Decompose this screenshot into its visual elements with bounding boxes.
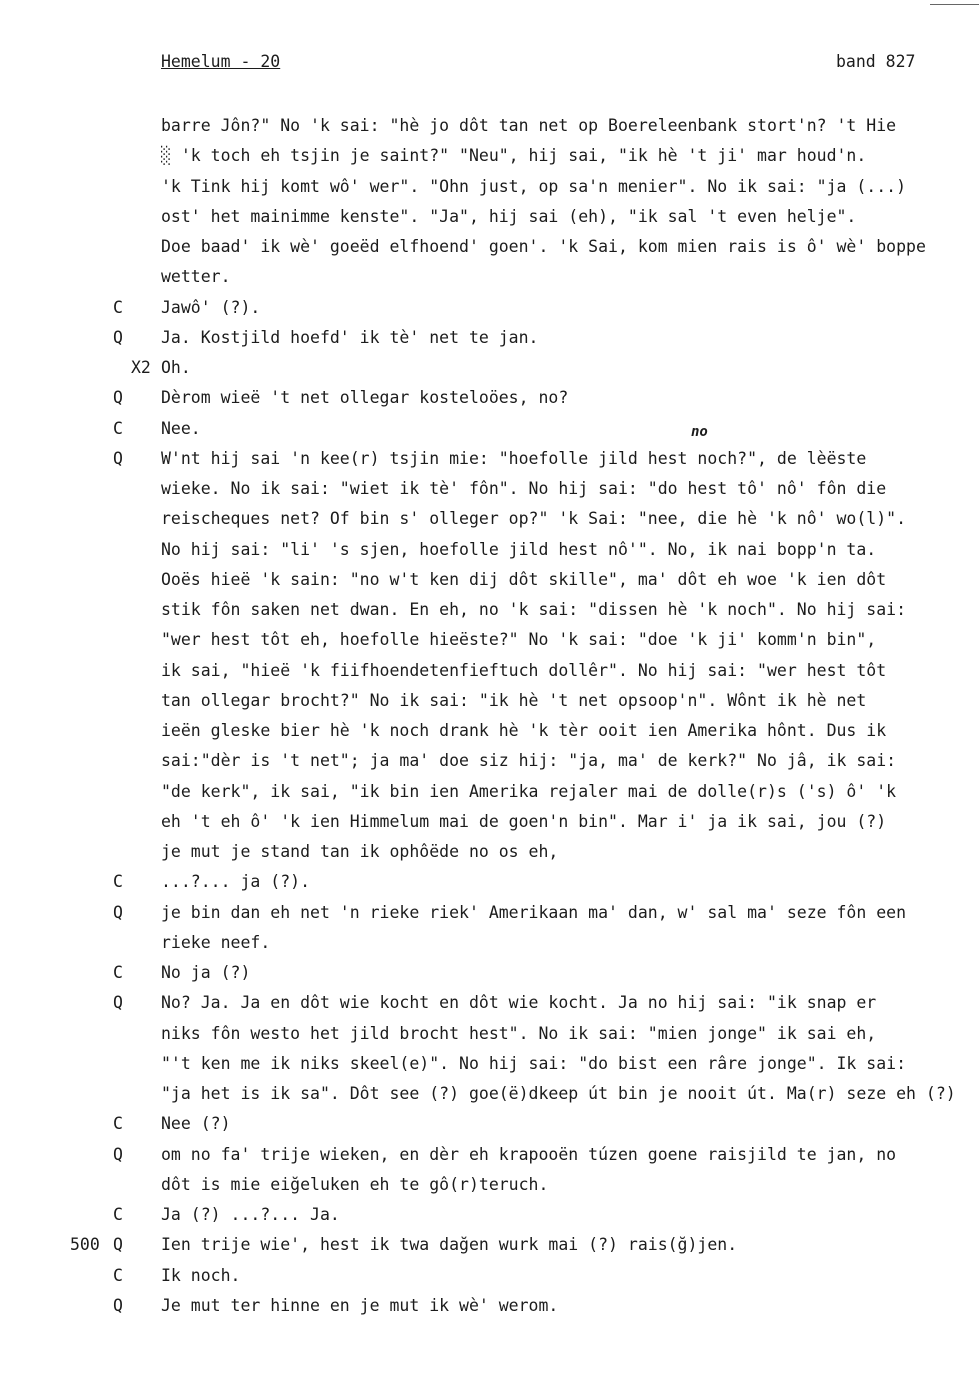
speaker-label: Q	[113, 1144, 123, 1164]
line-text: ░ 'k toch eh tsjin je saint?" "Neu", hij sai, "ik hè 't ji' mar houd'n.	[161, 146, 867, 166]
transcript-line	[0, 205, 979, 229]
line-text: ...?... ja (?).	[161, 872, 311, 892]
transcript-line	[0, 175, 979, 199]
line-text: tan ollegar brocht?" No ik sai: "ik hè 't net opsoop'n". Wônt ik hè net	[161, 690, 867, 710]
line-text: No hij sai: "li' 's sjen, hoefolle jild hest nô'". No, ik nai bopp'n ta.	[161, 539, 877, 559]
transcript-line	[0, 507, 979, 531]
speaker-label: C	[113, 297, 123, 317]
line-text: Ja. Kostjild hoefd' ik tè' net te jan.	[161, 327, 539, 347]
line-text: Ja (?) ...?... Ja.	[161, 1205, 340, 1224]
line-text: Nee.	[161, 418, 201, 438]
speaker-label: Q	[113, 1235, 123, 1255]
line-text: barre Jôn?" No 'k sai: "hè jo dôt tan net op Boereleenbank stort'n? 't Hie	[161, 116, 897, 135]
transcript-line	[0, 1082, 979, 1106]
line-text: wieke. No ik sai: "wiet ik tè' fôn". No hij sai: "do hest tô' nô' fôn die	[161, 479, 887, 498]
line-text: "de kerk", ik sai, "ik bin ien Amerika rejaler mai de dolle(r)s ('s) ô' 'k	[161, 781, 897, 801]
line-text: rieke neef.	[161, 932, 271, 952]
transcript-line	[0, 1022, 979, 1046]
transcript-line	[0, 991, 979, 1015]
page-title: Hemelum - 20	[161, 52, 281, 71]
line-text: om no fa' trije wieken, en dèr eh krapooën túzen goene raisjild te jan, no	[161, 1144, 897, 1164]
transcript-line	[0, 265, 979, 289]
transcript-line	[0, 1294, 979, 1318]
transcript-line	[0, 840, 979, 864]
transcript-line	[0, 901, 979, 925]
line-text: Ooës hieë 'k sain: "no w't ken dij dôt skille", ma' dôt eh woe 'k ien dôt	[161, 569, 887, 589]
transcript-line	[0, 931, 979, 955]
line-text: ost' het mainimme kenste". "Ja", hij sai (eh), "ik sal 't even helje".	[161, 206, 857, 226]
line-text: 'k Tink hij komt wô' wer". "Ohn just, op sa'n menier". No ik sai: "ja (...)	[161, 176, 907, 196]
speaker-label: Q	[113, 993, 123, 1013]
speaker-label: Q	[113, 1295, 123, 1315]
transcript-line	[0, 810, 979, 834]
speaker-label: Q	[113, 448, 123, 468]
transcript-line	[0, 1173, 979, 1197]
line-text: niks fôn westo het jild brocht hest". No ik sai: "mien jonge" ik sai eh,	[161, 1023, 877, 1043]
transcript-line	[0, 568, 979, 592]
transcript-line	[0, 598, 979, 622]
speaker-label: C	[113, 872, 123, 892]
line-text: Nee (?)	[161, 1114, 231, 1134]
line-text: dôt is mie eiğeluken eh te gô(r)teruch.	[161, 1174, 549, 1194]
transcript-line	[0, 326, 979, 350]
line-text: je mut je stand tan ik ophôëde no os eh,	[161, 842, 559, 861]
line-text: No ja (?)	[161, 963, 251, 982]
transcript-line	[0, 296, 979, 320]
transcript-line	[0, 780, 979, 804]
line-text: Doe baad' ik wè' goeëd elfhoend' goen'. 'k Sai, kom mien rais is ô' wè' boppe	[161, 237, 926, 256]
transcript-line	[0, 719, 979, 743]
transcript-line	[0, 870, 979, 894]
line-text: sai:"dèr is 't net"; ja ma' doe siz hij: "ja, ma' de kerk?" No jâ, ik sai:	[161, 751, 897, 771]
line-text: Dèrom wieë 't net ollegar kosteloöes, no?	[161, 388, 569, 408]
transcript-line	[0, 114, 979, 138]
line-text: W'nt hij sai 'n kee(r) tsjin mie: "hoefolle jild hest noch?", de lèëste	[161, 448, 867, 468]
line-text: reischeques net? Of bin s' olleger op?" 'k Sai: "nee, die hè 'k nô' wo(l)".	[161, 509, 907, 529]
transcript-line	[0, 1143, 979, 1167]
speaker-label: C	[113, 1205, 123, 1224]
line-text: eh 't eh ô' 'k ien Himmelum mai de goen'n bin". Mar i' ja ik sai, jou (?)	[161, 811, 887, 831]
transcript-line	[0, 417, 979, 441]
line-text: "ja het is ik sa". Dôt see (?) goe(ë)dkeep út bin je nooit út. Ma(r) seze eh (?)	[161, 1084, 956, 1103]
transcript-line	[0, 1264, 979, 1288]
line-text: "'t ken me ik niks skeel(e)". No hij sai: "do bist een râre jonge". Ik sai:	[161, 1053, 907, 1073]
line-text: je bin dan eh net 'n rieke riek' Amerikaan ma' dan, w' sal ma' seze fôn een	[161, 902, 907, 922]
transcript-line	[0, 144, 979, 168]
band-label: band 827	[836, 52, 916, 71]
line-text: stik fôn saken net dwan. En eh, no 'k sai: "dissen hè 'k noch". No hij sai:	[161, 600, 907, 619]
transcript-line	[0, 356, 979, 380]
speaker-label: Q	[113, 388, 123, 408]
transcript-line	[0, 749, 979, 773]
speaker-label: C	[113, 1265, 123, 1285]
transcript-line	[0, 386, 979, 410]
transcript-line	[0, 1203, 979, 1227]
transcript-line	[0, 1052, 979, 1076]
transcript-line	[0, 1233, 979, 1257]
speaker-label: C	[113, 418, 123, 438]
transcript-line	[0, 1112, 979, 1136]
line-number: 500	[70, 1235, 100, 1255]
line-text: wetter.	[161, 267, 231, 287]
speaker-label: Q	[113, 902, 123, 922]
transcript-line	[0, 689, 979, 713]
line-text: Je mut ter hinne en je mut ik wè' werom.	[161, 1295, 559, 1315]
line-text: ieën gleske bier hè 'k noch drank hè 'k tèr ooit ien Amerika hônt. Dus ik	[161, 721, 887, 740]
transcript-line	[0, 235, 979, 259]
line-text: ik sai, "hieë 'k fiifhoendetenfieftuch dollêr". No hij sai: "wer hest tôt	[161, 660, 887, 680]
speaker-label: C	[113, 1114, 123, 1134]
line-text: Jawô' (?).	[161, 297, 261, 317]
transcript-line	[0, 961, 979, 985]
line-text: Oh.	[161, 358, 191, 377]
handwritten-note: no	[691, 424, 708, 440]
line-text: Ik noch.	[161, 1265, 241, 1285]
speaker-label: Q	[113, 327, 123, 347]
top-rule	[930, 4, 979, 5]
line-text: Ien trije wie', hest ik twa dağen wurk mai (?) rais(ğ)jen.	[161, 1235, 738, 1255]
speaker-label: X2	[131, 358, 151, 377]
line-text: "wer hest tôt eh, hoefolle hieëste?" No 'k sai: "doe 'k ji' komm'n bin",	[161, 630, 877, 650]
transcript-line	[0, 538, 979, 562]
speaker-label: C	[113, 963, 123, 982]
transcript-line	[0, 477, 979, 501]
transcript-line	[0, 447, 979, 471]
line-text: No? Ja. Ja en dôt wie kocht en dôt wie kocht. Ja no hij sai: "ik snap er	[161, 993, 877, 1013]
transcript-line	[0, 628, 979, 652]
transcript-line	[0, 659, 979, 683]
